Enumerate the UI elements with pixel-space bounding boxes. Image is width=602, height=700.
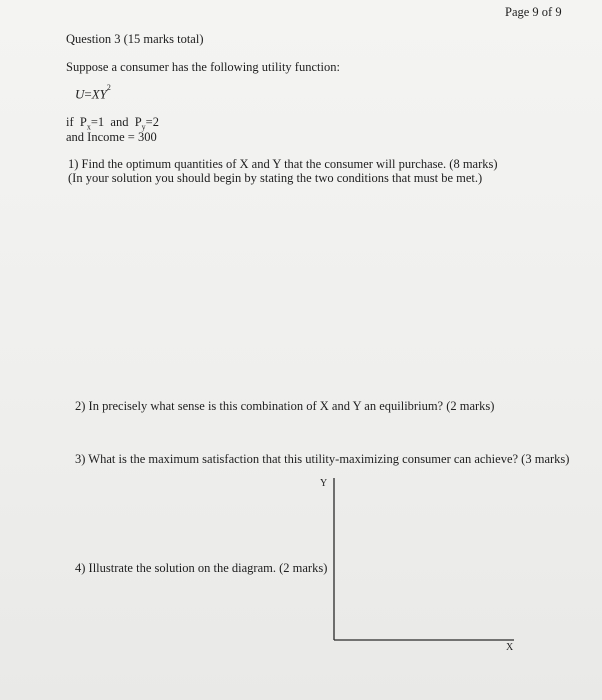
part-2: 2) In precisely what sense is this combination of X and Y an equilibrium? (2 marks) <box>75 399 495 413</box>
utility-exponent: 2 <box>106 83 111 92</box>
page-number: Page 9 of 9 <box>505 5 562 19</box>
if-word: if <box>66 115 74 129</box>
question-title: Question 3 (15 marks total) <box>66 32 204 46</box>
part-1-line-2: (In your solution you should begin by stating the two conditions that must be met.) <box>68 171 483 185</box>
py-symbol: P <box>134 115 142 129</box>
py-subscript: y <box>141 122 146 132</box>
and-word: and <box>110 115 129 129</box>
utility-function <box>75 83 111 102</box>
part-4: 4) Illustrate the solution on the diagram. (2 marks) <box>75 561 328 575</box>
utility-equals: = <box>84 86 92 102</box>
question-intro: Suppose a consumer has the following utility function: <box>66 60 340 74</box>
x-axis-label: X <box>506 642 514 653</box>
py-value: =2 <box>145 115 159 129</box>
px-subscript: x <box>86 122 91 132</box>
answer-diagram <box>300 470 540 670</box>
part-1-line-1: 1) Find the optimum quantities of X and Y that the consumer will purchase. (8 marks) <box>68 157 498 171</box>
px-symbol: P <box>79 115 87 129</box>
utility-rhs: XY <box>91 86 107 102</box>
part-3: 3) What is the maximum satisfaction that this utility-maximizing consumer can achieve? (3 marks) <box>75 452 570 466</box>
utility-lhs: U <box>75 86 85 102</box>
px-value: =1 <box>90 115 105 129</box>
income-line: and Income = 300 <box>66 130 157 144</box>
y-axis-label: Y <box>320 478 328 489</box>
